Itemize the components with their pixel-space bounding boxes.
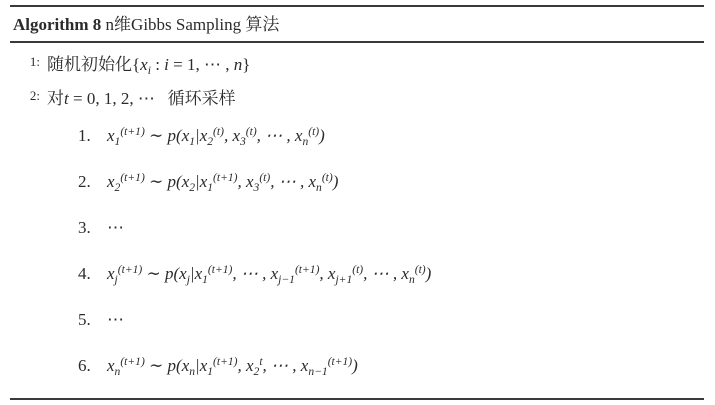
substep-line-1 bbox=[10, 113, 704, 159]
substep-formula: $x_1^{(t+1)}$ ∼ $p(x_1|x_2^{(t)}$, $x_3^{(t)}$, ⋯ , $x_n^{(t)}$) bbox=[107, 125, 325, 149]
substep-number: 1. bbox=[78, 126, 91, 145]
substep-line-4 bbox=[10, 251, 704, 297]
substep-number: 5. bbox=[78, 310, 91, 329]
substep-line-2 bbox=[10, 159, 704, 205]
algorithm-name: n维Gibbs Sampling 算法 bbox=[101, 15, 280, 34]
algorithm-title bbox=[10, 7, 704, 41]
step-text: 对t = 0, 1, 2, ⋯ 循环采样 bbox=[47, 88, 236, 108]
substep-formula: $x_2^{(t+1)}$ ∼ $p(x_2|x_1^{(t+1)}$, $x_3^{(t)}$, ⋯ , $x_n^{(t)}$) bbox=[107, 171, 339, 195]
bottom-rule-wrap bbox=[10, 398, 704, 400]
substep-number: 4. bbox=[78, 264, 91, 283]
step-line-1 bbox=[10, 45, 704, 79]
bottom-rule bbox=[10, 398, 704, 400]
substep-formula: $x_n^{(t+1)}$ ∼ $p(x_n|x_1^{(t+1)}$, $x_2^t$, ⋯ , $x_{n-1}^{(t+1)}$) bbox=[107, 355, 358, 379]
algorithm-label: Algorithm 8 bbox=[13, 15, 102, 34]
substep-number: 3. bbox=[78, 218, 91, 237]
step-text: 随机初始化{$x_i$ : i = 1, ⋯ , n} bbox=[47, 54, 251, 77]
substep-number: 2. bbox=[78, 172, 91, 191]
step-line-2 bbox=[10, 79, 704, 113]
substep-line-3 bbox=[10, 205, 704, 251]
substep-line-6 bbox=[10, 343, 704, 389]
substep-line-5 bbox=[10, 297, 704, 343]
algorithm-body bbox=[10, 43, 704, 389]
substep-formula: ⋯ bbox=[107, 218, 124, 237]
substep-list bbox=[10, 113, 704, 389]
step-number: 2: bbox=[29, 88, 40, 103]
substep-formula: $x_j^{(t+1)}$ ∼ $p(x_j|x_1^{(t+1)}$, ⋯ , $x_{j-1}^{(t+1)}$, $x_{j+1}^{(t)}$, ⋯ , $x_n^{(t)}$) bbox=[107, 263, 432, 287]
step-number: 1: bbox=[29, 54, 40, 69]
substep-formula: ⋯ bbox=[107, 310, 124, 329]
substep-number: 6. bbox=[78, 356, 91, 375]
